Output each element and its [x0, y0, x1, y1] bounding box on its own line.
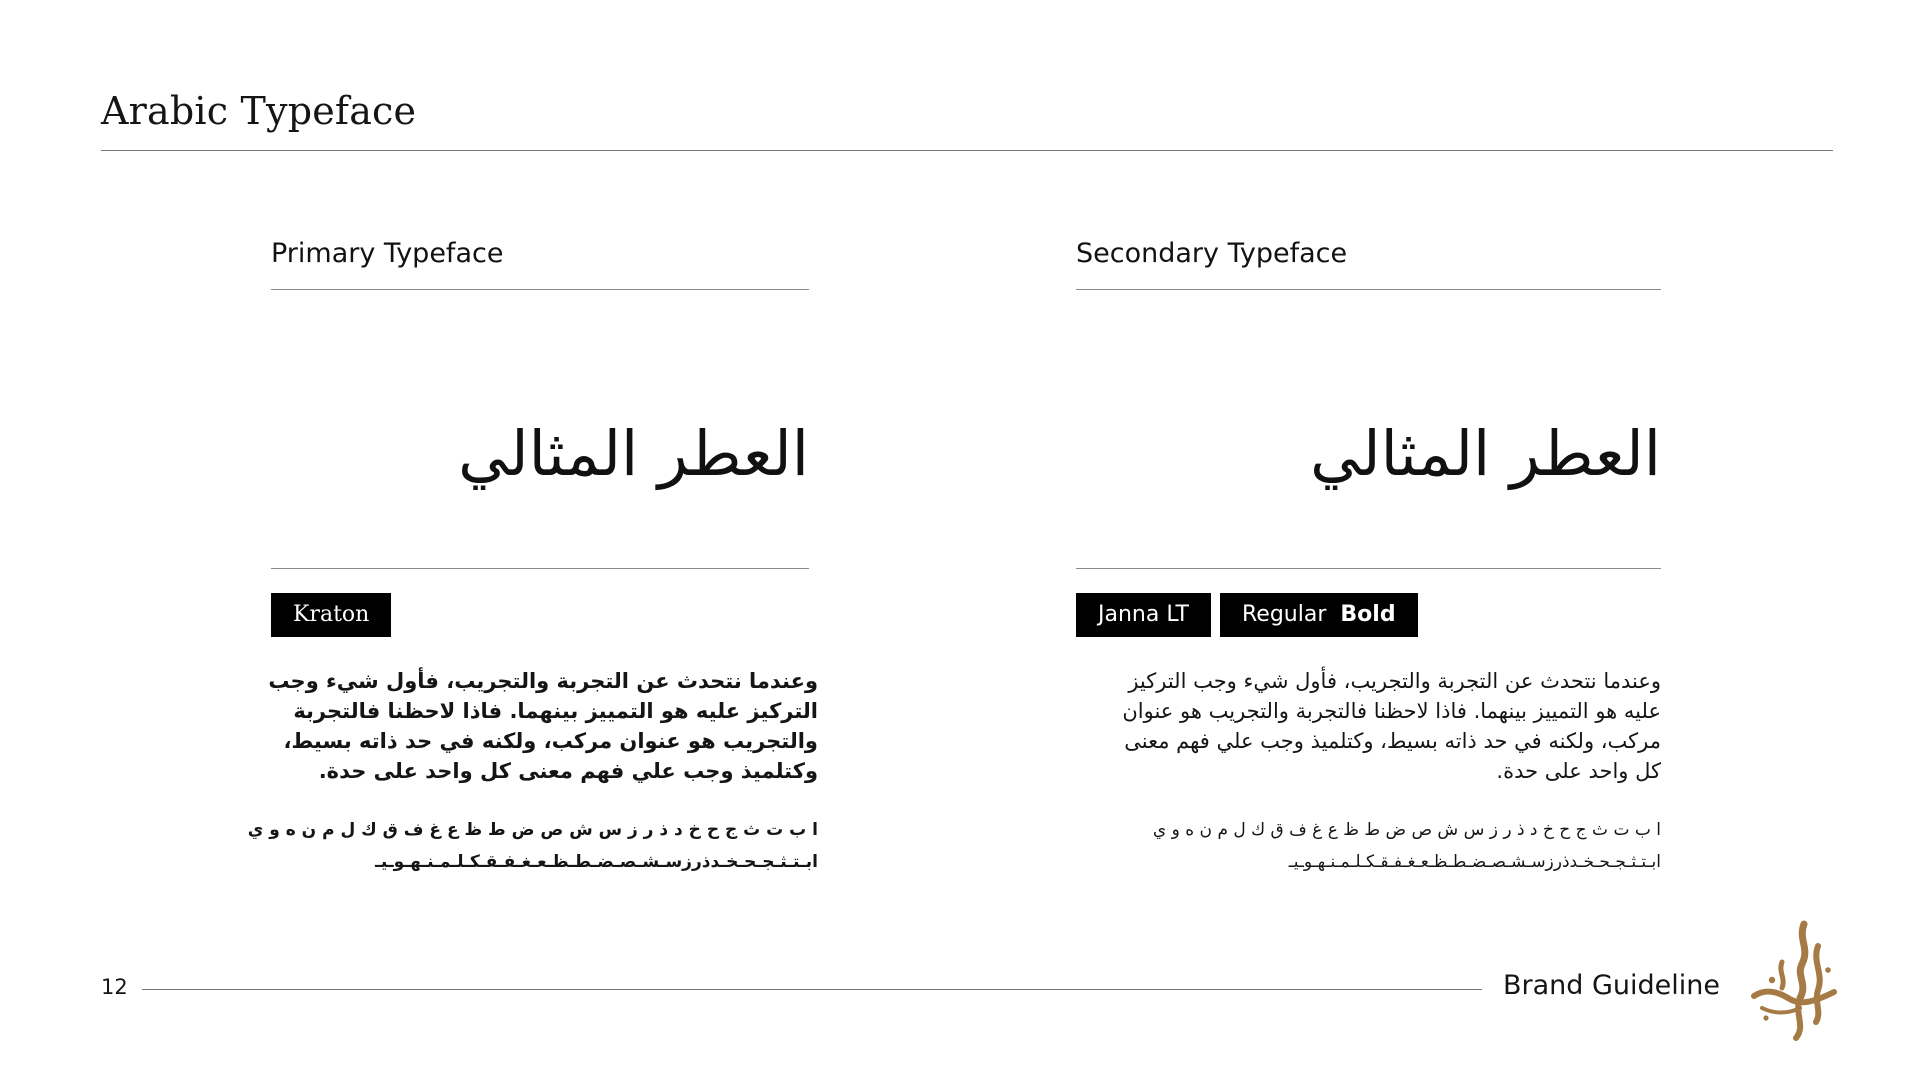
secondary-display-sample: العطر المثالي [1310, 417, 1661, 490]
secondary-font-name-tag: Janna LT [1076, 593, 1211, 637]
secondary-font-tags [1076, 593, 1418, 637]
primary-body-sample: وعندما نتحدث عن التجربة والتجريب، فأول شيء وجب التركيز عليه هو التمييز بينهما. فاذا لاحظنا فالتجربة والتجريب هو عنوان مركب، ولكنه في حد ذاته بسيط، وكتلميذ وجب علي فهم معنى كل واحد على حدة. [268, 669, 818, 783]
secondary-heading-divider [1076, 289, 1661, 290]
primary-alphabet-isolated: ا ب ت ث ج ح خ د ذ ر ز س ش ص ض ط ظ ع غ ف ق ك ل م ن ه و ي [247, 820, 818, 840]
primary-typeface-heading: Primary Typeface [271, 238, 504, 269]
secondary-alphabet-isolated: ا ب ت ث ج ح خ د ذ ر ز س ش ص ض ط ظ ع غ ف ق ك ل م ن ه و ي [1152, 820, 1661, 840]
page-number: 12 [101, 975, 128, 999]
title-divider [101, 150, 1833, 151]
primary-display-sample: العطر المثالي [458, 417, 809, 490]
weight-regular-label: Regular [1242, 602, 1327, 627]
arabic-calligraphy-logo-icon [1748, 918, 1840, 1042]
primary-font-tags [271, 593, 391, 637]
footer-label: Brand Guideline [1503, 970, 1721, 1001]
secondary-font-weights-tag [1220, 593, 1418, 637]
weight-bold-label: Bold [1340, 602, 1396, 627]
secondary-alphabet-connected: ابـتـثـجـحـخـدذرزسـشـصـضـطـظـعـغـفـقـكـلـمـنـهـوـيـ [1288, 852, 1661, 872]
primary-alphabet-connected: ابـتـثـجـحـخـدذرزسـشـصـضـطـظـعـغـفـقـكـلـمـنـهـوـيـ [375, 852, 818, 872]
footer-divider [142, 989, 1482, 990]
primary-display-divider [271, 568, 809, 569]
secondary-display-divider [1076, 568, 1661, 569]
secondary-typeface-heading: Secondary Typeface [1076, 238, 1348, 269]
page-title: Arabic Typeface [101, 89, 417, 133]
primary-heading-divider [271, 289, 809, 290]
secondary-body-sample: وعندما نتحدث عن التجربة والتجريب، فأول شيء وجب التركيز عليه هو التمييز بينهما. فاذا لاحظنا فالتجربة والتجريب هو عنوان مركب، ولكنه في حد ذاته بسيط، وكتلميذ وجب علي فهم معنى كل واحد على حدة. [1122, 669, 1661, 783]
primary-font-name-tag: Kraton [271, 593, 391, 637]
